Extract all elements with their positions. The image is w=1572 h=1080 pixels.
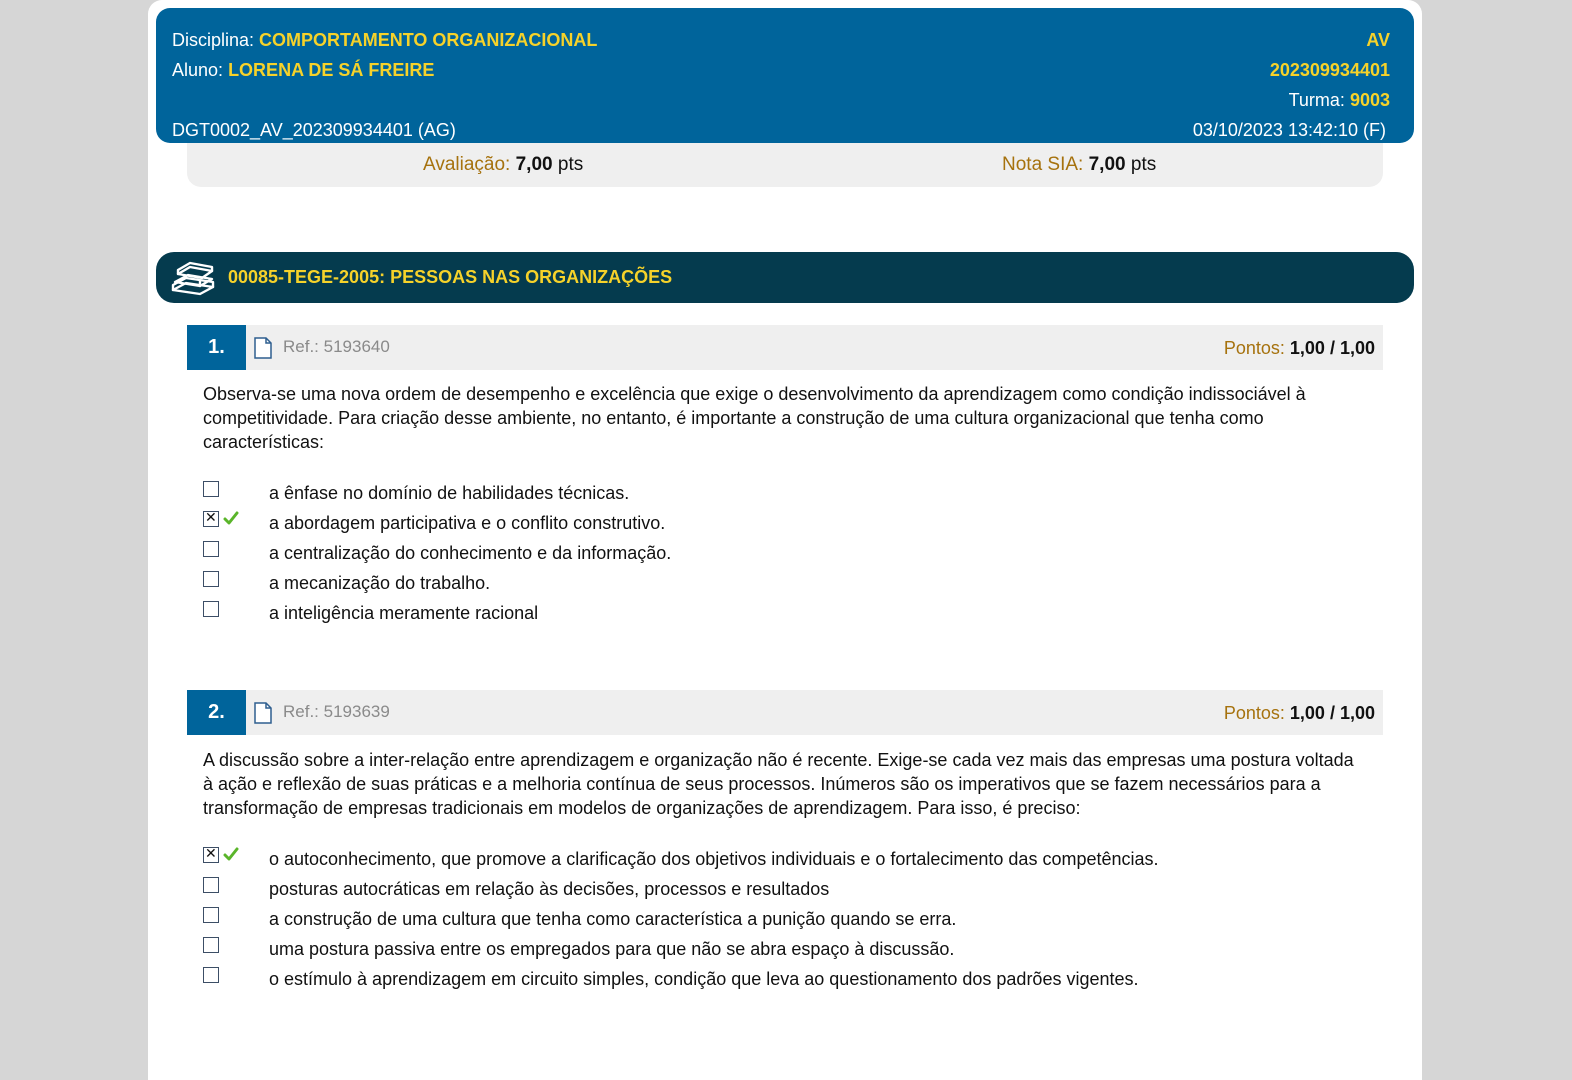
option-checkbox[interactable] [203, 601, 219, 617]
module-title: 00085-TEGE-2005: PESSOAS NAS ORGANIZAÇÕES [228, 267, 673, 287]
exam-header [156, 8, 1414, 143]
exam-datetime: 03/10/2023 13:42:10 (F) [1192, 120, 1386, 140]
module-banner [156, 252, 1414, 303]
question-header [187, 325, 1383, 370]
avaliacao-score [423, 154, 583, 176]
avaliacao-unit: pts [557, 154, 584, 175]
option-checkbox-checked[interactable] [203, 511, 219, 527]
option-checkbox[interactable] [203, 907, 219, 923]
avaliacao-value: 7,00 [515, 154, 553, 175]
aluno-row [172, 59, 434, 81]
turma-label: Turma: [1288, 90, 1345, 110]
aluno-value: LORENA DE SÁ FREIRE [228, 60, 435, 80]
option-text: a abordagem participativa e o conflito construtivo. [269, 513, 666, 533]
points-value: 1,00 [1289, 703, 1325, 723]
option-text: uma postura passiva entre os empregados para que não se abra espaço à discussão. [269, 939, 955, 959]
option-text: a construção de uma cultura que tenha como característica a punição quando se erra. [269, 909, 957, 929]
question-text: Observa-se uma nova ordem de desempenho e excelência que exige o desenvolvimento da aprendizagem como condição indissociável à competitividade. Para criação desse ambiente, no entanto, é importante a construção de uma cultura organizacional que tenha como características: [203, 384, 1306, 452]
turma-value: 9003 [1349, 90, 1390, 110]
exam-type: AV [1366, 30, 1390, 50]
matricula: 202309934401 [1269, 60, 1390, 80]
nota-unit: pts [1130, 154, 1157, 175]
turma-row [1289, 89, 1390, 111]
option-text: a inteligência meramente racional [269, 603, 539, 623]
question-number: 2. [187, 690, 246, 735]
answer-option[interactable] [203, 847, 1363, 871]
option-text: a centralização do conhecimento e da informação. [269, 543, 672, 563]
answer-option[interactable] [203, 877, 1363, 901]
option-checkbox[interactable] [203, 877, 219, 893]
answer-option[interactable] [203, 601, 1363, 625]
answer-option[interactable] [203, 481, 1363, 505]
points-label: Pontos: [1223, 338, 1285, 358]
correct-check-icon [223, 846, 239, 862]
score-bar [187, 143, 1383, 187]
option-checkbox[interactable] [203, 571, 219, 587]
option-checkbox-checked[interactable] [203, 847, 219, 863]
option-checkbox[interactable] [203, 481, 219, 497]
nota-sia-score [1002, 154, 1156, 176]
answer-option[interactable] [203, 541, 1363, 565]
disciplina-row [172, 29, 597, 51]
exam-sheet [148, 0, 1422, 1080]
option-text: a mecanização do trabalho. [269, 573, 491, 593]
option-text: posturas autocráticas em relação às decisões, processos e resultados [269, 879, 830, 899]
answer-option[interactable] [203, 571, 1363, 595]
question-points [1224, 338, 1375, 359]
points-max: / 1,00 [1329, 338, 1375, 358]
question-header [187, 690, 1383, 735]
points-value: 1,00 [1289, 338, 1325, 358]
points-label: Pontos: [1223, 703, 1285, 723]
option-checkbox[interactable] [203, 967, 219, 983]
option-text: o autoconhecimento, que promove a clarificação dos objetivos individuais e o fortalecimento das competências. [269, 849, 1159, 869]
points-max: / 1,00 [1329, 703, 1375, 723]
question-text: A discussão sobre a inter-relação entre aprendizagem e organização não é recente. Exige-se cada vez mais das empresas uma postura voltada à ação e reflexão de suas práticas e a melhoria contínua de seus processos. Inúmeros são os imperativos que se fazem necessários para a transformação de empresas tradicionais em modelos de organizações de aprendizagem. Para isso, é preciso: [203, 750, 1354, 818]
question-ref: Ref.: 5193640 [283, 337, 390, 356]
answer-option[interactable] [203, 967, 1363, 991]
document-icon [254, 337, 272, 359]
disciplina-label: Disciplina: [172, 30, 255, 50]
option-text: a ênfase no domínio de habilidades técnicas. [269, 483, 630, 503]
books-icon [170, 260, 216, 296]
answer-option[interactable] [203, 907, 1363, 931]
option-checkbox[interactable] [203, 937, 219, 953]
nota-label: Nota SIA: [1002, 154, 1084, 175]
option-text: o estímulo à aprendizagem em circuito simples, condição que leva ao questionamento dos padrões vigentes. [269, 969, 1139, 989]
answer-option[interactable] [203, 937, 1363, 961]
question-ref: Ref.: 5193639 [283, 702, 390, 721]
question-points [1224, 703, 1375, 724]
option-checkbox[interactable] [203, 541, 219, 557]
aluno-label: Aluno: [172, 60, 224, 80]
disciplina-value: COMPORTAMENTO ORGANIZACIONAL [259, 30, 598, 50]
document-icon [254, 702, 272, 724]
nota-value: 7,00 [1088, 154, 1126, 175]
answer-option[interactable] [203, 511, 1363, 535]
correct-check-icon [223, 510, 239, 526]
avaliacao-label: Avaliação: [423, 154, 511, 175]
exam-code: DGT0002_AV_202309934401 (AG) [172, 120, 456, 140]
question-number: 1. [187, 325, 246, 370]
